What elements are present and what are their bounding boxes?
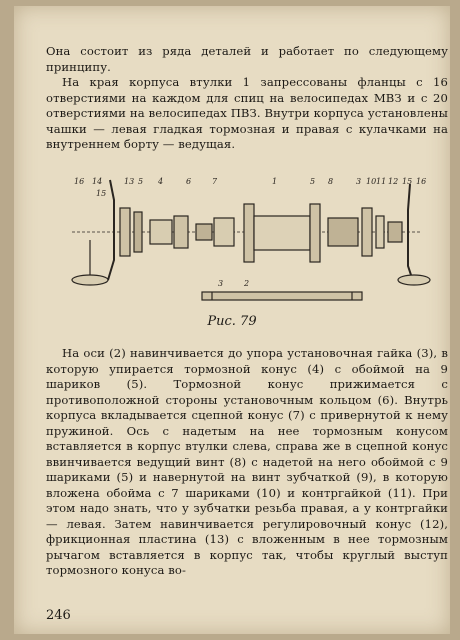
fig-label: 12 [388,177,399,186]
paragraph-3: На оси (2) навинчивается до упора установочная гайка (3), в которую упирается тормозной конус (4) с обоймой на 9 шариков (5). Тормозной конус прижимается с противоположной стороны установочным кольцом (6). Внутрь корпуса вкладывается сцепной конус (7) с привернутой к нему пружиной. Ось с надетым на нее тормозным конусом вставляется в корпус втулки слева, справа же в сцепной конус ввинчивается ведущий винт (8) с надетой на него обоймой с 9 шариками (5) и навернутой на винт зубчаткой (9), в которую вложена обойма с 7 шариками (10) и контргайкой (11). При этом надо знать, что у зубчатки резьба правая, а у контргайки — левая. Затем навинчивается регулировочный конус (12), фрикционная пластина (13) с вложенным в нее тормозным рычагом вставляется в корпус так, чтобы круглый выступ тормозного конуса во- [46,346,448,577]
fig-label: 10 [366,177,377,186]
fig-label: 11 [376,177,387,186]
fig-label: 3 [356,177,362,186]
fig-label: 3 [218,279,224,288]
text-block-top [46,44,448,153]
paragraph-2: На края корпуса втулки 1 запрессованы фланцы с 16 отверстиями на каждом для спиц на велосипедах МВЗ и с 20 отверстиями на велосипедах ПВЗ. Внутри корпуса установлены чашки — левая гладкая тормозная и правая с кулачками на внутреннем борту — ведущая. [46,75,448,151]
fig-label: 5 [138,177,144,186]
fig-label: 1 [272,177,278,186]
text-block-bottom [46,346,448,579]
fig-label: 16 [74,177,85,186]
fig-label: 2 [244,279,250,288]
fig-label: 7 [212,177,218,186]
page-number: 246 [46,608,71,623]
fig-label: 13 [124,177,135,186]
fig-label: 6 [186,177,192,186]
paragraph-1: Она состоит из ряда деталей и работает по следующему принципу. [46,44,448,74]
figure-caption: Рис. 79 [207,314,257,329]
fig-label: 15 [96,189,107,198]
fig-label: 5 [310,177,316,186]
fig-label: 14 [92,177,103,186]
fig-label: 8 [328,177,334,186]
book-page [14,6,450,634]
fig-label: 16 [416,177,427,186]
fig-label: 4 [158,177,164,186]
hub-diagram [62,170,432,320]
figure-hub-exploded [62,170,432,320]
fig-label: 15 [402,177,413,186]
